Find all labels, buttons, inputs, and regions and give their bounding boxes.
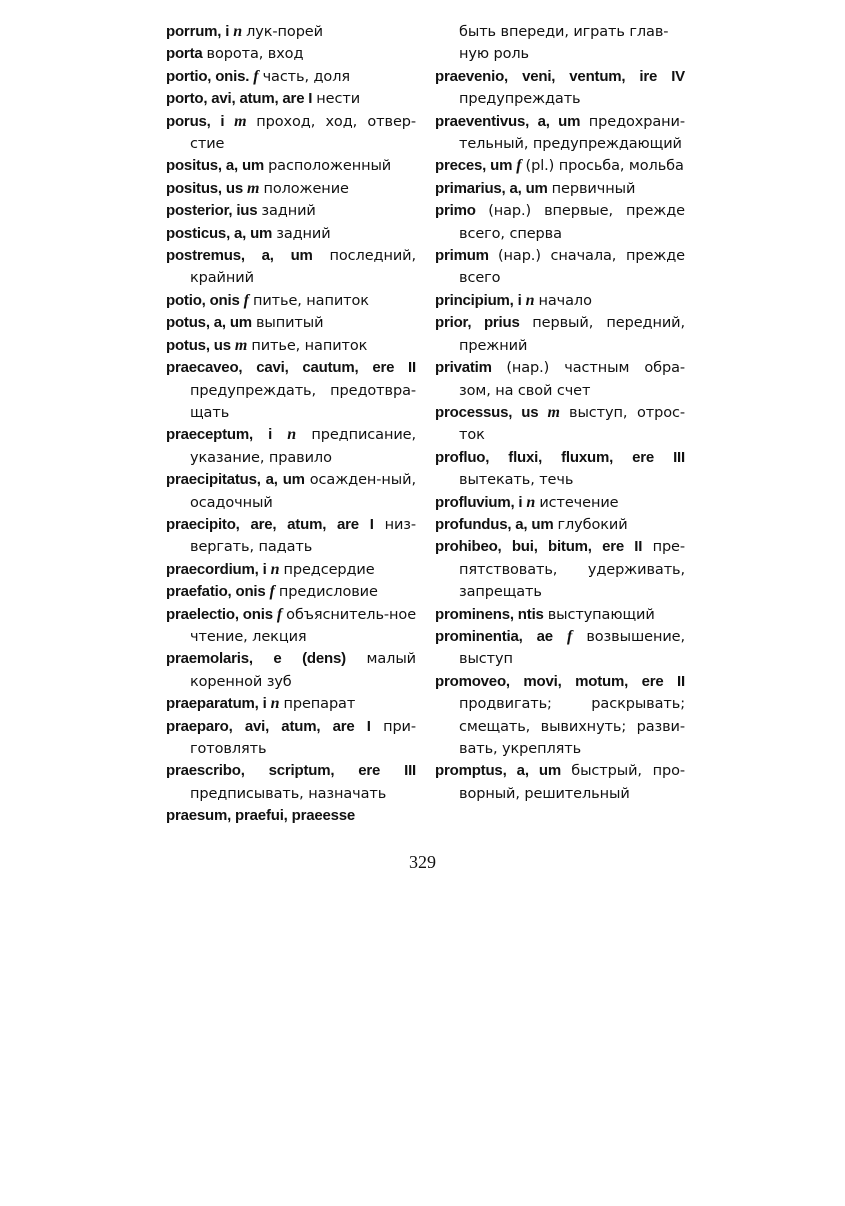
dictionary-entry: [435, 492, 685, 514]
dictionary-entry: [166, 716, 416, 761]
entry-headword: promoveo, movi, motum, ere II: [435, 672, 685, 690]
entry-headword: potus, us: [166, 336, 231, 354]
entry-gender: n: [270, 560, 280, 578]
entry-gender: n: [270, 695, 280, 713]
dictionary-entry: [166, 245, 416, 290]
dictionary-entry: [166, 760, 416, 805]
entry-translation: часть, доля: [262, 68, 350, 85]
dictionary-entry: [166, 805, 416, 827]
dictionary-entry: [166, 21, 416, 43]
entry-headword: porus, i: [166, 112, 225, 130]
entry-headword: praeparo, avi, atum, are I: [166, 717, 371, 735]
entry-gender: m: [246, 179, 260, 197]
entry-headword: privatim: [435, 359, 492, 377]
entry-translation: (нар.) частным обра-зом, на свой счет: [459, 360, 685, 399]
entry-translation: выступ, отрос-ток: [459, 404, 685, 444]
dictionary-entry: [435, 536, 685, 603]
dictionary-entry: [166, 559, 416, 581]
dictionary-entry: [166, 290, 416, 312]
entry-headword: posterior, ius: [166, 202, 258, 220]
entry-gender: m: [547, 403, 560, 421]
entry-headword: potus, a, um: [166, 314, 252, 332]
entry-headword: praemolaris, e (dens): [166, 650, 346, 668]
entry-headword: primarius, a, um: [435, 179, 548, 197]
entry-headword: positus, us: [166, 179, 243, 197]
entry-translation: питье, напиток: [251, 337, 368, 354]
entry-headword: prohibeo, bui, bitum, ere II: [435, 538, 643, 556]
entry-translation: проход, ход, отвер-стие: [190, 113, 417, 153]
entry-translation: при-готовлять: [190, 718, 417, 757]
dictionary-entry: [435, 402, 685, 447]
entry-headword: posticus, a, um: [166, 224, 273, 242]
entry-headword: porta: [166, 45, 203, 63]
dictionary-entry: [435, 200, 685, 245]
dictionary-entry: [435, 626, 685, 671]
dictionary-entry: [435, 155, 685, 177]
dictionary-entry: [166, 604, 416, 649]
entry-translation: пре-пятствовать, удерживать, запрещать: [459, 539, 685, 601]
dictionary-entry: [166, 200, 416, 222]
entry-translation: начало: [538, 292, 592, 309]
entry-headword: potio, onis: [166, 291, 240, 309]
entry-gender: n: [526, 493, 536, 511]
entry-headword: portio, onis.: [166, 67, 250, 85]
dictionary-entry: [435, 290, 685, 312]
entry-translation: (нар.) сначала, прежде всего: [459, 248, 685, 287]
entry-gender: m: [234, 112, 247, 130]
entry-headword: praefatio, onis: [166, 583, 266, 601]
entry-translation: объяснитель-ное чтение, лекция: [190, 606, 417, 645]
entry-gender: f: [243, 291, 249, 309]
entry-translation: предписывать, назначать: [190, 785, 387, 802]
entry-translation: расположенный: [268, 158, 392, 175]
entry-translation: задний: [261, 203, 316, 220]
entry-headword: principium, i: [435, 291, 522, 309]
entry-headword: prominentia, ae: [435, 627, 553, 645]
entry-headword: praescribo, scriptum, ere III: [166, 762, 416, 780]
entry-headword: praecaveo, cavi, cautum, ere II: [166, 359, 416, 377]
entry-translation: истечение: [539, 494, 619, 511]
dictionary-entry: [166, 648, 416, 693]
entry-translation: последний, крайний: [190, 248, 417, 287]
entry-headword: praeparatum, i: [166, 695, 267, 713]
entry-headword: promptus, a, um: [435, 762, 562, 780]
dictionary-entry: [435, 760, 685, 805]
entry-gender: f: [516, 157, 522, 175]
entry-translation: ворота, вход: [206, 46, 304, 63]
dictionary-entry: [166, 693, 416, 715]
entry-translation: низ-вергать, падать: [190, 516, 417, 556]
page-number: 329: [409, 852, 436, 872]
dictionary-entry: [166, 155, 416, 177]
dictionary-entry: [435, 245, 685, 290]
dictionary-entry: [166, 312, 416, 334]
entry-headword: preces, um: [435, 157, 513, 175]
dictionary-entry: [435, 514, 685, 536]
entry-translation: (нар.) впервые, прежде всего, сперва: [459, 203, 685, 242]
entry-translation: предсердие: [283, 561, 375, 578]
entry-headword: processus, us: [435, 403, 539, 421]
entry-translation: осажден-ный, осадочный: [190, 472, 416, 511]
entry-translation: нести: [316, 91, 361, 108]
entry-translation: вытекать, течь: [459, 472, 574, 489]
dictionary-entry: [435, 66, 685, 111]
dictionary-entry: [166, 335, 416, 357]
entry-headword: prominens, ntis: [435, 605, 544, 623]
dictionary-entry: [166, 514, 416, 559]
entry-translation: препарат: [283, 696, 356, 713]
entry-headword: praesum, praefui, praeesse: [166, 807, 356, 825]
entry-translation: предписание, указание, правило: [190, 427, 416, 466]
entry-translation: выпитый: [255, 315, 324, 332]
dictionary-entry: [166, 66, 416, 88]
entry-translation: малый коренной зуб: [190, 651, 417, 690]
dictionary-entry: [166, 581, 416, 603]
right-column: [435, 21, 685, 805]
entry-translation: продвигать; раскрывать; смещать, вывихнуть; разви-вать, укреплять: [459, 696, 685, 757]
entry-gender: n: [233, 23, 243, 40]
entry-headword: primum: [435, 247, 489, 265]
entry-translation: первый, передний, прежний: [459, 315, 685, 354]
right-column-entries: [435, 66, 685, 805]
entry-gender: f: [253, 67, 259, 85]
dictionary-entry: [435, 447, 685, 492]
entry-headword: postremus, a, um: [166, 247, 313, 265]
entry-translation: (pl.) просьба, мольба: [525, 158, 684, 175]
dictionary-entry: [166, 43, 416, 65]
entry-translation: глубокий: [557, 516, 628, 533]
dictionary-entry: [166, 88, 416, 110]
dictionary-entry: [435, 312, 685, 357]
entry-translation: предупреждать, предотвра-щать: [190, 382, 416, 421]
entry-headword: profundus, a, um: [435, 515, 554, 533]
entry-translation: быстрый, про-ворный, решительный: [459, 763, 686, 802]
dictionary-entry: [166, 223, 416, 245]
entry-headword: praecipitatus, a, um: [166, 471, 305, 489]
entry-headword: praecipito, are, atum, are I: [166, 515, 374, 533]
entry-translation: предохрани-тельный, предупреждающий: [459, 113, 685, 153]
entry-headword: praeceptum, i: [166, 426, 273, 444]
entry-headword: praelectio, onis: [166, 605, 273, 623]
dictionary-entry: [166, 469, 416, 514]
entry-translation: положение: [263, 180, 349, 197]
entry-headword: profluvium, i: [435, 493, 523, 511]
dictionary-entry: [435, 671, 685, 761]
entry-translation: первичный: [551, 180, 636, 197]
entry-gender: f: [566, 627, 573, 645]
dictionary-entry: [166, 357, 416, 424]
entry-headword: profluo, fluxi, fluxum, ere III: [435, 448, 685, 466]
entry-translation: возвышение, выступ: [459, 628, 685, 668]
entry-gender: n: [525, 291, 535, 309]
entry-translation: предисловие: [278, 584, 378, 601]
entry-translation: лук-порей: [246, 24, 323, 40]
dictionary-entry: [166, 111, 416, 156]
entry-gender: n: [287, 426, 297, 444]
entry-headword: porto, avi, atum, are I: [166, 90, 313, 108]
entry-headword: praecordium, i: [166, 560, 267, 578]
dictionary-entry: [166, 424, 416, 469]
entry-headword: praevenio, veni, ventum, ire IV: [435, 67, 685, 85]
entry-gender: f: [276, 605, 283, 623]
entry-translation: выступающий: [547, 606, 655, 623]
continued-entry: [435, 21, 685, 66]
dictionary-entry: [435, 604, 685, 626]
dictionary-entry: [435, 178, 685, 200]
dictionary-entry: [435, 357, 685, 402]
entry-headword: praeventivus, a, um: [435, 112, 581, 130]
entry-headword: primo: [435, 202, 476, 220]
entry-headword: prior, prius: [435, 314, 520, 332]
entry-gender: f: [269, 583, 275, 601]
entry-translation: питье, напиток: [252, 292, 369, 309]
entry-translation: предупреждать: [459, 91, 581, 108]
entry-headword: porrum, i: [166, 23, 230, 40]
entry-headword: positus, a, um: [166, 157, 265, 175]
entry-translation: задний: [276, 225, 331, 242]
entry-gender: m: [234, 336, 248, 354]
dictionary-entry: [435, 111, 685, 156]
entry-translation: быть впереди, играть глав-ную роль: [459, 24, 669, 63]
left-column: [166, 21, 416, 828]
dictionary-entry: [166, 178, 416, 200]
